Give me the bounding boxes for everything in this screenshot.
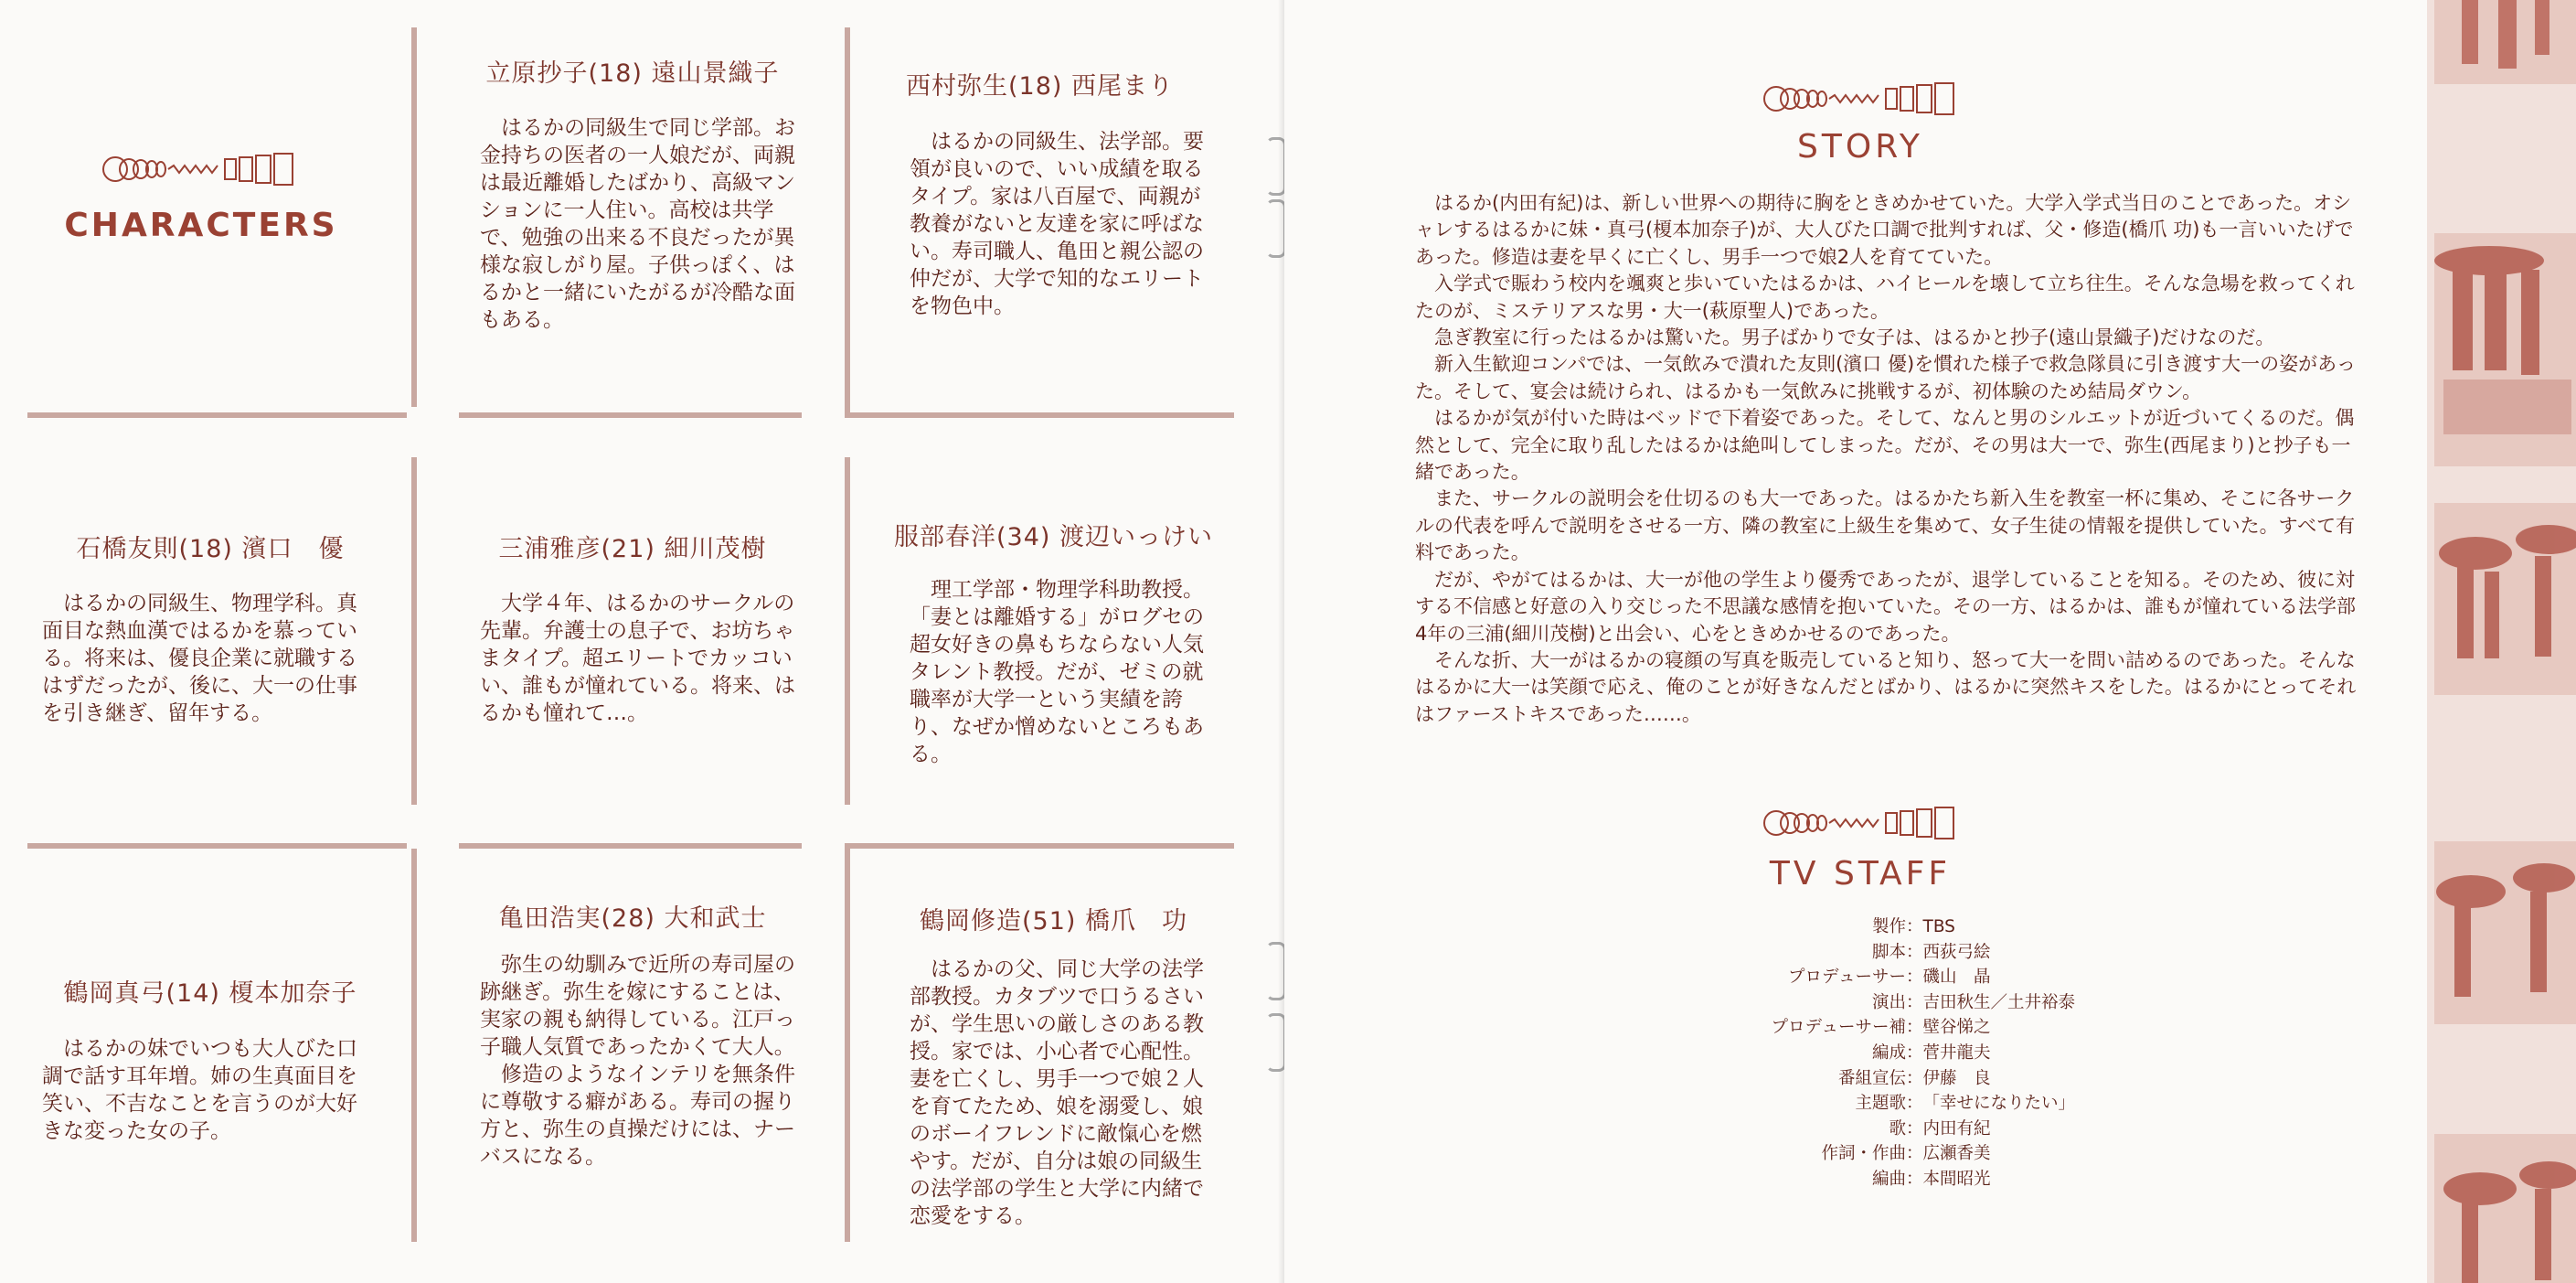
character-description <box>42 590 357 727</box>
characters-page <box>0 0 1284 1283</box>
character-description <box>42 1035 357 1145</box>
character-description-paragraph: はるかの妹でいつも大人びた口調で話す耳年増。姉の生真面目を笑い、不吉なことを言うのが大好きな変った女の子。 <box>42 1037 357 1143</box>
characters-title: CHARACTERS <box>64 207 338 244</box>
staff-role: 製作 <box>1871 917 1906 936</box>
story-paragraph: 入学式で賑わう校内を颯爽と歩いていたはるかは、ハイヒールを壊して立ち往生。そんな急場を救ってくれたのが、ミステリアスな男・大一(萩原聖人)であった。 <box>1415 273 2355 322</box>
staff-row: 歌 ： 内田有紀 <box>1591 1117 2121 1142</box>
staff-role: 編成 <box>1871 1042 1906 1063</box>
photo-frame <box>2434 0 2576 84</box>
staff-name: 広瀬香美 <box>1922 1144 1991 1164</box>
character-name: 亀田浩実(28) 大和武士 <box>498 904 767 933</box>
character-description-paragraph: はるかの同級生で同じ学部。お金持ちの医者の一人娘だが、両親は最近離婚したばかり、高級マンションに一人住い。高校は共学で、勉強の出来る不良だったが異様な寂しがり屋。子供っぽく、はるかと一緒にいたがるが冷酷な面もある。 <box>480 116 795 332</box>
staff-role: プロデューサー <box>1788 968 1906 988</box>
staff-name: 内田有紀 <box>1922 1118 1991 1139</box>
character-description <box>480 114 795 334</box>
spiral-emblem-icon <box>1760 80 1959 117</box>
story-body <box>1415 190 2357 728</box>
staff-row: 編成 ： 菅井龍夫 <box>1591 1041 2121 1066</box>
photo-frame <box>2434 233 2576 466</box>
staff-row: 演出 ： 吉田秋生／土井裕泰 <box>1591 990 2121 1016</box>
character-description-paragraph: 大学４年、はるかのサークルの先輩。弁護士の息子で、お坊ちゃまタイプ。超エリートでカッコいい、誰もが憧れている。将来、はるかも憧れて…。 <box>480 592 795 725</box>
character-name: 服部春洋(34) 渡辺いっけい <box>893 523 1213 551</box>
character-description <box>910 576 1220 768</box>
character-description <box>910 956 1220 1230</box>
staff-row: プロデューサー ： 磯山 晶 <box>1591 965 2121 990</box>
story-paragraph: また、サークルの説明会を仕切るのも大一であった。はるかたち新入生を教室一杯に集め、そこに各サークルの代表を呼んで説明をさせる一方、隣の教室に上級生を集めて、女子生徒の情報を提供していた。すべて有料であった。 <box>1415 487 2356 564</box>
staff-row: 編曲 ： 本間昭光 <box>1591 1167 2121 1192</box>
character-description-paragraph: はるかの父、同じ大学の法学部教授。カタブツで口うるさいが、学生思いの厳しさのある教授。家では、小心者で心配性。妻を亡くし、男手一つで娘２人を育てたため、娘を溺愛し、娘のボーイフレンドに敵愾心を燃やす。だが、自分は娘の同級生の法学部の学生と大学に内緒で恋愛をする。 <box>910 957 1204 1228</box>
staff-name: 「幸せになりたい」 <box>1922 1094 2076 1114</box>
story-paragraph: だが、やがてはるかは、大一が他の学生より優秀であったが、退学していることを知る。そのため、彼に対する不信感と好意の入り交じった不思議な感情を抱いていた。その一方、はるかは、誰もが憧れている法学部4年の三浦(細川茂樹)と出会い、心をときめかせるのであった。 <box>1415 568 2356 645</box>
staff-role: 作詞・作曲 <box>1821 1144 1906 1164</box>
staff-role: 演出 <box>1871 992 1906 1012</box>
character-description-paragraph: はるかの同級生、物理学科。真面目な熱血漢ではるかを慕っている。将来は、優良企業に就職するはずだったが、後に、大一の仕事を引き継ぎ、留年する。 <box>42 592 357 725</box>
photo-frame <box>2434 841 2576 1024</box>
staff-role: 歌 <box>1889 1118 1906 1139</box>
grid-rule <box>459 412 802 418</box>
grid-rule <box>845 27 850 412</box>
spiral-emblem-icon <box>99 151 298 187</box>
staff-role: 脚本 <box>1871 942 1906 962</box>
grid-rule <box>411 27 417 407</box>
staff-row: プロデューサー補 ： 壁谷悌之 <box>1591 1015 2121 1041</box>
staff-role: 主題歌 <box>1855 1094 1906 1114</box>
story-title: STORY <box>1797 128 1923 166</box>
character-description <box>480 590 795 727</box>
staff-role: プロデューサー補 <box>1771 1018 1906 1038</box>
spiral-emblem-icon <box>1760 805 1959 841</box>
photo-frame <box>2434 1134 2576 1283</box>
staff-row: 番組宣伝 ： 伊藤 良 <box>1591 1066 2121 1092</box>
grid-rule <box>845 457 850 805</box>
grid-rule <box>411 457 417 805</box>
character-name: 西村弥生(18) 西尾まり <box>905 72 1174 101</box>
staff-credits <box>1591 914 2121 1192</box>
staff-name: 菅井龍夫 <box>1922 1042 1991 1063</box>
grid-rule <box>27 843 407 849</box>
character-description-paragraph: はるかの同級生、法学部。要領が良いので、いい成績を取るタイプ。家は八百屋で、両親が教養がないと友達を家に呼ばない。寿司職人、亀田と親公認の仲だが、大学で知的なエリートを物色中。 <box>910 130 1204 318</box>
staff-role: 番組宣伝 <box>1837 1068 1906 1088</box>
grid-rule <box>459 843 802 849</box>
tv-staff-title: TV STAFF <box>1769 855 1952 893</box>
character-name: 立原抄子(18) 遠山景織子 <box>485 59 780 88</box>
character-description-paragraph: 理工学部・物理学科助教授。「妻とは離婚する」がログセの超女好きの鼻もちならない人気タレント教授。だが、ゼミの就職率が大学一という実績を誇り、なぜか憎めないところもある。 <box>910 578 1204 766</box>
story-paragraph: はるかが気が付いた時はベッドで下着姿であった。そして、なんと男のシルエットが近づいてくるのだ。偶然として、完全に取り乱したはるかは絶叫してしまった。だが、その男は大一で、弥生(西尾まり)と抄子も一緒であった。 <box>1415 407 2355 484</box>
character-name: 三浦雅彦(21) 細川茂樹 <box>498 535 767 563</box>
staff-name: 磯山 晶 <box>1922 968 1991 988</box>
staff-row: 製作 ： TBS <box>1591 914 2121 940</box>
staff-row: 脚本 ： 西荻弓絵 <box>1591 940 2121 966</box>
story-paragraph: 急ぎ教室に行ったはるかは驚いた。男子ばかりで女子は、はるかと抄子(遠山景織子)だけなのだ。 <box>1434 326 2275 349</box>
character-description-paragraph: 修造のようなインテリを無条件に尊敬する癖がある。寿司の握り方と、弥生の貞操だけには、ナーバスになる。 <box>480 1063 795 1169</box>
grid-rule <box>845 849 850 1242</box>
grid-rule <box>845 412 1234 418</box>
grid-rule <box>27 412 407 418</box>
staff-row: 主題歌 ： 「幸せになりたい」 <box>1591 1091 2121 1117</box>
grid-rule <box>411 849 417 1242</box>
character-description <box>910 128 1220 320</box>
photo-frame <box>2434 503 2576 695</box>
staff-name: 吉田秋生／土井裕泰 <box>1922 992 2076 1012</box>
character-name: 石橋友則(18) 濱口 優 <box>76 535 345 563</box>
story-paragraph: 新入生歓迎コンパでは、一気飲みで潰れた友則(濱口 優)を慣れた様子で救急隊員に引き渡す大一の姿があった。そして、宴会は続けられ、はるかも一気飲みに挑戦するが、初体験のため結局ダウン。 <box>1415 353 2356 402</box>
story-paragraph: はるか(内田有紀)は、新しい世界への期待に胸をときめかせていた。大学入学式当日のことであった。オシャレするはるかに妹・真弓(榎本加奈子)が、大人びた口調で批判すれば、父・修造(橋爪 功)も一言いいたげであった。修造は妻を早くに亡くし、男手一つで娘2人を育てていた。 <box>1415 192 2354 268</box>
character-description-paragraph: 弥生の幼馴みで近所の寿司屋の跡継ぎ。弥生を嫁にすることは、実家の親も納得している。江戸っ子職人気質であったかくて大人。 <box>480 953 795 1059</box>
staff-row: 作詞・作曲 ： 広瀬香美 <box>1591 1141 2121 1167</box>
staff-role: 編曲 <box>1871 1169 1906 1189</box>
character-name: 鶴岡真弓(14) 榎本加奈子 <box>63 979 357 1008</box>
staff-name: 西荻弓絵 <box>1922 942 1991 962</box>
staff-name: 伊藤 良 <box>1922 1068 1991 1088</box>
character-description <box>480 951 795 1171</box>
staff-name: 本間昭光 <box>1922 1169 1991 1189</box>
staff-name: TBS <box>1922 917 1955 936</box>
photo-strip <box>2427 0 2576 1283</box>
character-name: 鶴岡修造(51) 橋爪 功 <box>919 907 1187 936</box>
staff-name: 壁谷悌之 <box>1922 1018 1991 1038</box>
grid-rule <box>845 843 1234 849</box>
story-paragraph: そんな折、大一がはるかの寝顔の写真を販売していると知り、怒って大一を問い詰めるのであった。そんなはるかに大一は笑顔で応え、俺のことが好きなんだとばかり、はるかに突然キスをした。はるかにとってそれはファーストキスであった……。 <box>1415 648 2357 725</box>
